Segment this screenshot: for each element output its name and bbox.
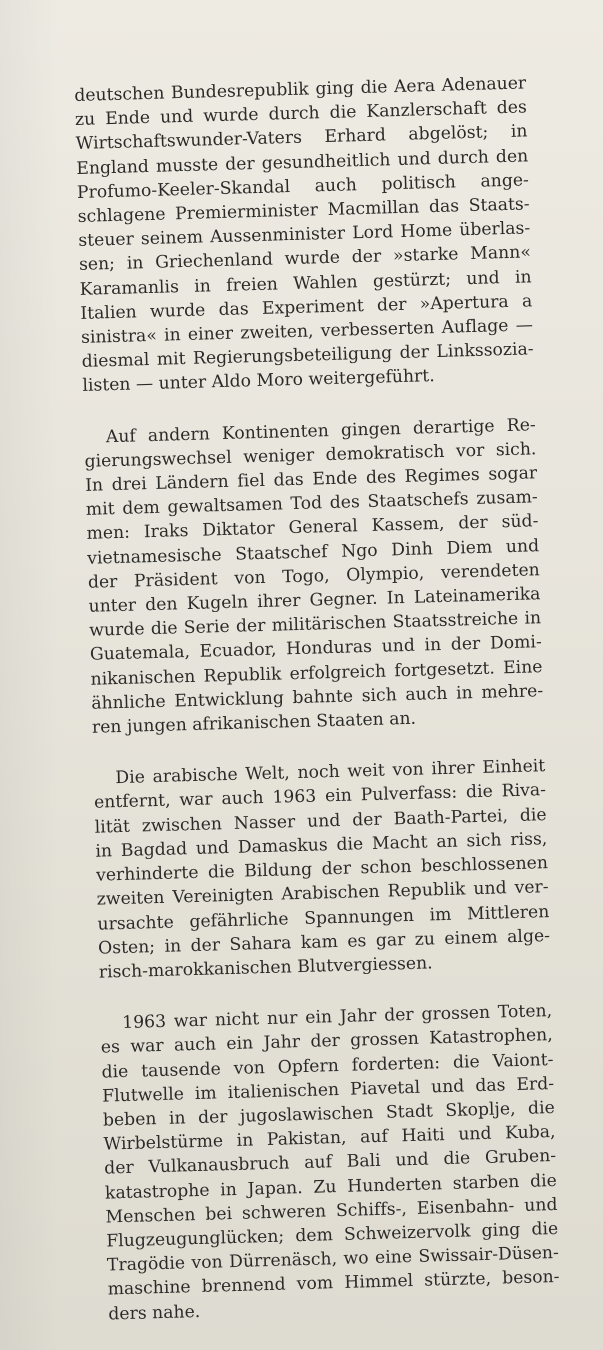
text-line: lität zwischen Nasser und der Baath-Partei, die: [94, 804, 547, 838]
text-line: Die arabische Welt, noch weit von ihrer Einheit: [115, 756, 546, 789]
text-line: sinistra« in einer zweiten, verbesserten Auflage —: [80, 315, 534, 348]
text-line: 1963 war nicht nur ein Jahr der grossen Toten,: [121, 1001, 553, 1034]
text-line: beben in der jugoslawischen Stadt Skoplje, die: [102, 1097, 556, 1131]
text-line: ren jungen afrikanischen Staaten an.: [91, 708, 417, 738]
text-line: Auf andern Kontinenten gingen derartige Re-: [105, 414, 536, 447]
text-line: ders nahe.: [108, 1301, 201, 1325]
text-line: in Bagdad und Damaskus die Macht an sich riss,: [95, 828, 548, 862]
text-line: mit dem gewaltsamen Tod des Staatschefs zusam-: [85, 487, 539, 521]
text-line: zu Ende und wurde durch die Kanzlerschaft des: [74, 97, 528, 131]
text-line: risch-marokkanischen Blutvergiessen.: [98, 953, 433, 983]
text-line: gierungswechsel weniger demokratisch vor sich.: [84, 439, 537, 472]
paragraph-2: [84, 413, 545, 740]
text-line: wurde die Serie der militärischen Staatsstreiche in: [89, 608, 542, 642]
text-line: listen — unter Aldo Moro weitergeführt.: [82, 366, 435, 397]
text-line: Karamanlis in freien Wahlen gestürzt; und in: [79, 266, 532, 300]
text-line: der Vulkanausbruch auf Bali und die Gruben-: [104, 1146, 557, 1179]
text-line: nikanischen Republik erfolgreich fortgesetzt. Eine: [90, 656, 543, 690]
text-line: Italien wurde das Experiment der »Apertura a: [80, 291, 533, 324]
text-line: katastrophe in Japan. Zu Hunderten starben die: [104, 1170, 558, 1204]
text-line: In drei Ländern fiel das Ende des Regimes sogar: [84, 463, 538, 496]
paragraph-3: [93, 754, 551, 984]
text-line: ähnliche Entwicklung bahnte sich auch in mehre-: [91, 681, 544, 714]
text-line: Tragödie von Dürrenäsch, wo eine Swissair-Düsen-: [106, 1243, 560, 1276]
text-line: vietnamesische Staatschef Ngo Dinh Diem und: [86, 535, 540, 569]
text-line: es war auch ein Jahr der grossen Katastrophen,: [100, 1025, 554, 1058]
text-line: entfernt, war auch 1963 ein Pulverfass: die Riva-: [93, 780, 547, 814]
text-line: ursachte gefährliche Spannungen im Mittleren: [97, 901, 550, 935]
paragraph-4: [100, 999, 561, 1326]
text-line: men: Iraks Diktator General Kassem, der süd-: [86, 511, 539, 545]
text-line: der Präsident von Togo, Olympio, verendeten: [87, 560, 541, 593]
text-line: Osten; in der Sahara kam es gar zu einem alge-: [97, 925, 551, 959]
text-line: Guatemala, Ecuador, Honduras und in der Domi-: [89, 632, 543, 666]
text-line: England musste der gesundheitlich und durch den: [76, 145, 529, 179]
text-line: Flugzeugunglücken; dem Schweizervolk ging die: [106, 1218, 559, 1252]
text-line: Wirbelstürme in Pakistan, auf Haiti und Kuba,: [103, 1122, 556, 1155]
text-line: verhinderte die Bildung der schon beschlossenen: [95, 853, 549, 886]
text-line: maschine brennend vom Himmel stürzte, beson-: [107, 1267, 560, 1300]
paragraph-1: [74, 71, 535, 398]
text-column: [74, 71, 561, 1350]
text-line: sen; in Griechenland wurde der »starke Mann«: [78, 242, 532, 276]
text-line: steuer seinem Aussenminister Lord Home überlas-: [78, 218, 531, 252]
text-line: Flutwelle im italienischen Piavetal und das Erd-: [101, 1073, 555, 1107]
text-line: Menschen bei schweren Schiffs-, Eisenbahn- und: [105, 1194, 558, 1228]
text-line: schlagene Premierminister Macmillan das Staats-: [77, 194, 530, 227]
text-line: Wirtschaftswunder-Vaters Erhard abgelöst; in: [75, 121, 528, 155]
text-line: Profumo-Keeler-Skandal auch politisch ange-: [76, 170, 530, 203]
text-line: deutschen Bundesrepublik ging die Aera Adenauer: [74, 73, 527, 106]
text-line: die tausende von Opfern forderten: die Vaiont-: [101, 1049, 554, 1083]
text-line: diesmal mit Regierungsbeteiligung der Linkssozia-: [81, 339, 534, 373]
text-line: unter den Kugeln ihrer Gegner. In Lateinamerika: [88, 584, 541, 617]
text-line: zweiten Vereinigten Arabischen Republik und ver-: [96, 877, 549, 910]
